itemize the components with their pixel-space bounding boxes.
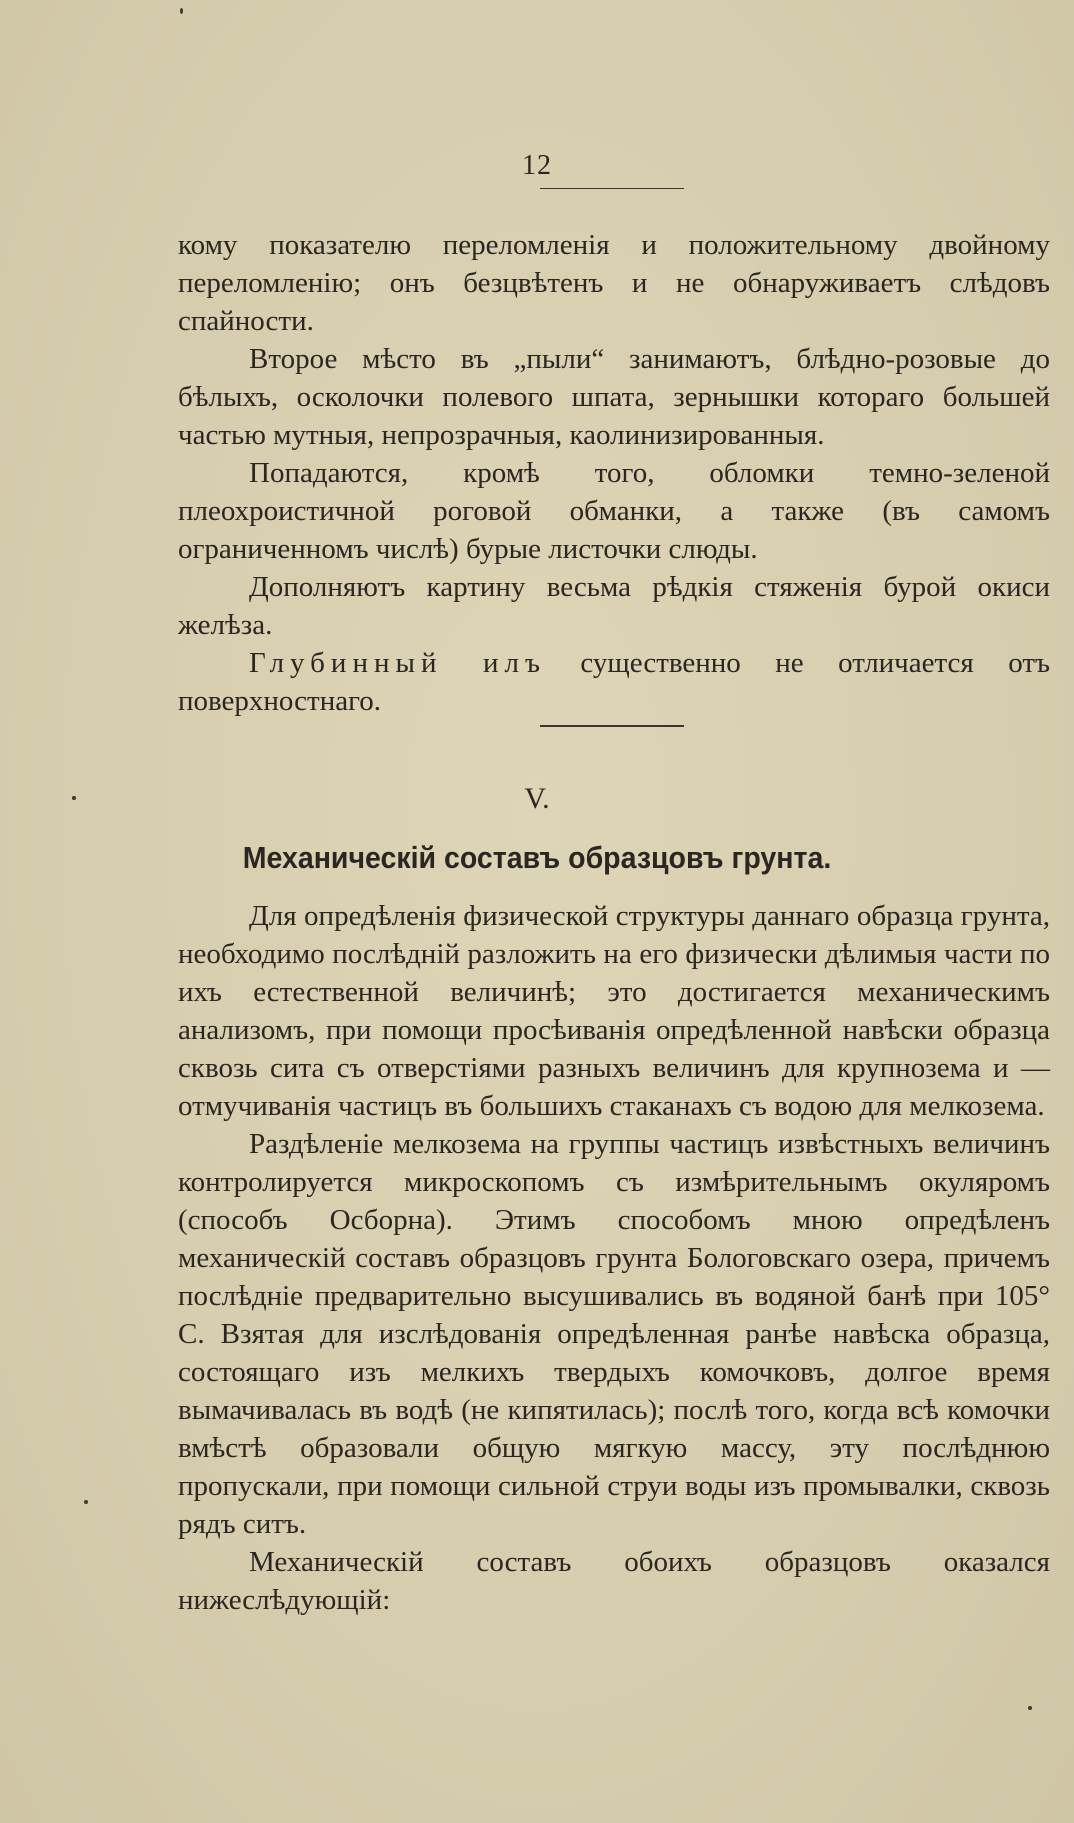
paragraph: Второе мѣсто въ „пыли“ занимаютъ, блѣдно-розовые до бѣлыхъ, осколочки полевого шпата, зернышки котораго большей частью мутныя, непрозрачныя, каолинизированныя. xyxy=(178,343,1050,451)
deep-silt-text: существенно не отличается отъ поверхностнаго. xyxy=(178,647,1050,717)
paper-speck xyxy=(1028,1706,1032,1710)
paper-speck xyxy=(84,1500,88,1504)
section-divider-rule xyxy=(540,725,684,727)
page-number: 12 xyxy=(522,150,552,181)
paper-speck xyxy=(180,8,183,14)
top-text-block xyxy=(178,226,1050,720)
section-number: V. xyxy=(524,782,550,815)
paragraph: Механическій составъ обоихъ образцовъ оказался нижеслѣдующій: xyxy=(178,1546,1050,1616)
header-rule xyxy=(540,188,684,189)
paragraph: Дополняютъ картину весьма рѣдкія стяженія бурой окиси желѣза. xyxy=(178,571,1050,641)
paragraph: Раздѣленіе мелкозема на группы частицъ извѣстныхъ величинъ контролируется микроскопомъ съ измѣрительнымъ окуляромъ (способъ Осборна). Этимъ способомъ мною опредѣленъ механическій составъ образцовъ грунта Бологовскаго озера, причемъ послѣдніе предварительно высушивались въ водяной банѣ при 105° С. Взятая для изслѣдованія опредѣленная ранѣе навѣска образца, состоящаго изъ мелкихъ твердыхъ комочковъ, долгое время вымачивалась въ водѣ (не кипятилась); послѣ того, когда всѣ комочки вмѣстѣ образовали общую мягкую массу, эту послѣднюю пропускали, при помощи сильной струи воды изъ промывалки, сквозь рядъ ситъ. xyxy=(178,1128,1050,1540)
section-title: Механическій составъ образцовъ грунта. xyxy=(242,840,832,875)
paragraph-deep-silt xyxy=(178,644,1050,720)
paragraph: кому показателю переломленія и положительному двойному переломленію; онъ безцвѣтенъ и не обнаруживаетъ слѣдовъ спайности. xyxy=(178,229,1050,337)
paragraph: Попадаются, кромѣ того, обломки темно-зеленой плеохроистичной роговой обманки, а также (въ самомъ ограниченномъ числѣ) бурые листочки слюды. xyxy=(178,457,1050,565)
paragraph: Для опредѣленія физической структуры даннаго образца грунта, необходимо послѣдній разложить на его физически дѣлимыя части по ихъ естественной величинѣ; это достигается механическимъ анализомъ, при помощи просѣиванія опредѣленной навѣски образца сквозь сита съ отверстіями разныхъ величинъ для крупнозема и — отмучиванія частицъ въ большихъ стаканахъ съ водою для мелкозема. xyxy=(178,900,1050,1122)
deep-silt-term: Глубинный илъ xyxy=(249,647,546,679)
section-text-block xyxy=(178,897,1050,1619)
paper-speck xyxy=(72,796,76,800)
